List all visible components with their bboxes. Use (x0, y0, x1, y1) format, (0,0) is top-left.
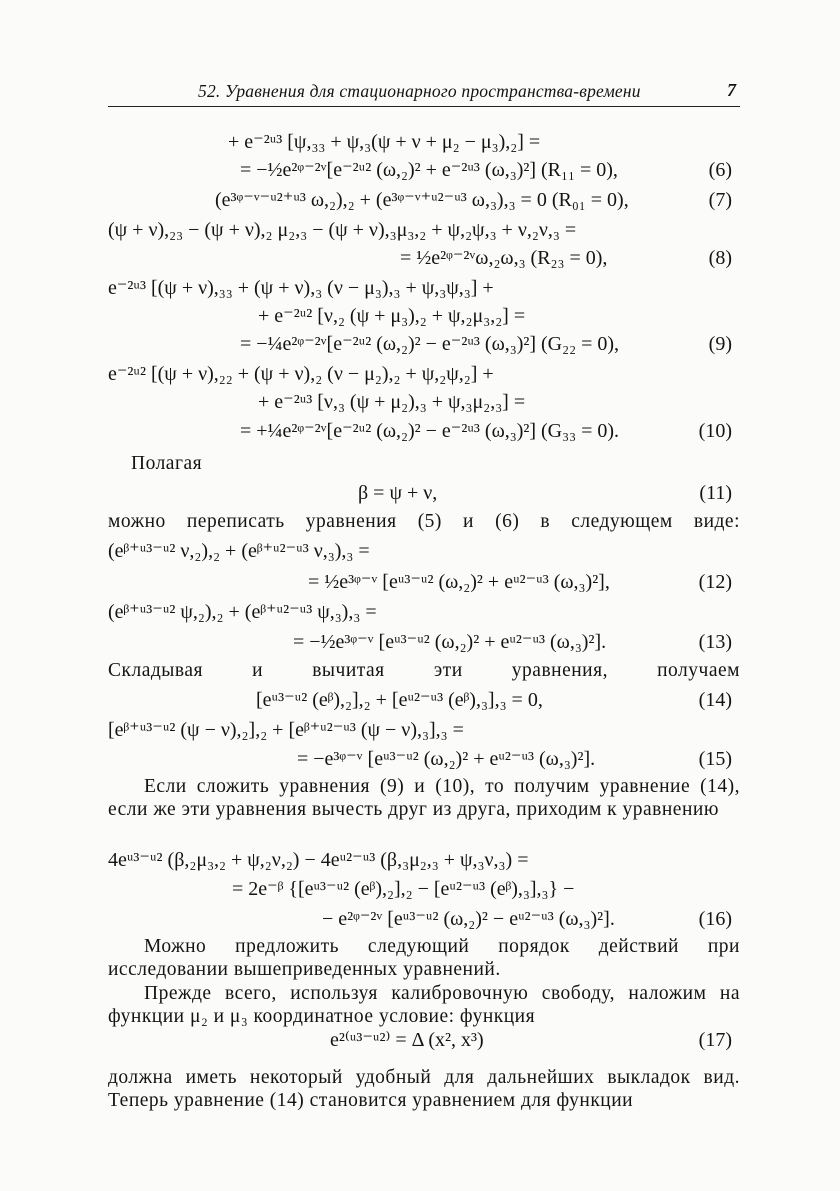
equation-number: (7) (708, 189, 732, 211)
page-number: 7 (727, 80, 736, 100)
equation-line: = −½e³ᵠ⁻ᵛ [eᵘ³⁻ᵘ² (ω,₂)² + eᵘ²⁻ᵘ³ (ω,₃)²]. (293, 631, 607, 653)
equation-line: = ½e²ᵠ⁻²ᵛω,₂ω,₃ (R₂₃ = 0), (400, 247, 608, 269)
equation-number: (6) (708, 159, 732, 181)
equation-line: + e⁻²ᵘ³ [ψ,₃₃ + ψ,₃(ψ + ν + μ₂ − μ₃),₂] = (228, 131, 541, 153)
text-rewrite: можно переписать уравнения (5) и (6) в следующем виде: (108, 511, 740, 532)
text-add-subtract: Складывая и вычитая эти уравнения, получаем (108, 660, 740, 681)
equation-line: = −¼e²ᵠ⁻²ᵛ[e⁻²ᵘ² (ω,₂)² − e⁻²ᵘ³ (ω,₃)²] (G₂₂ = 0), (240, 333, 620, 355)
equation-line: 4eᵘ³⁻ᵘ² (β,₂μ₃,₂ + ψ,₂ν,₂) − 4eᵘ²⁻ᵘ³ (β,₃μ₂,₃ + ψ,₃ν,₃) = (108, 849, 529, 871)
equation-number: (9) (708, 333, 732, 355)
equation-line: β = ψ + ν, (358, 482, 438, 504)
equation-number: (16) (698, 908, 732, 930)
equation-number: (12) (698, 571, 732, 593)
equation-number: (14) (698, 689, 732, 711)
paragraph-3: Прежде всего, используя калибровочную свободу, наложим на функции μ₂ и μ₃ координатное условие: функция (108, 983, 740, 1027)
equation-line: = −½e²ᵠ⁻²ᵛ[e⁻²ᵘ² (ω,₂)² + e⁻²ᵘ³ (ω,₃)²] (R₁₁ = 0), (240, 159, 618, 181)
equation-line: + e⁻²ᵘ² [ν,₂ (ψ + μ₃),₂ + ψ,₂μ₃,₂] = (258, 305, 526, 327)
paragraph-2: Можно предложить следующий порядок действий при исследовании вышеприведенных уравнений. (108, 936, 740, 980)
text-polagaya: Полагая (131, 453, 203, 474)
equation-line: e⁻²ᵘ² [(ψ + ν),₂₂ + (ψ + ν),₂ (ν − μ₂),₂ + ψ,₂ψ,₂] + (108, 363, 494, 385)
equation-line: [eᵝ⁺ᵘ³⁻ᵘ² (ψ − ν),₂],₂ + [eᵝ⁺ᵘ²⁻ᵘ³ (ψ − ν),₃],₃ = (108, 719, 464, 741)
equation-line: (e³ᵠ⁻ᵛ⁻ᵘ²⁺ᵘ³ ω,₂),₂ + (e³ᵠ⁻ᵛ⁺ᵘ²⁻ᵘ³ ω,₃),₃ = 0 (R₀₁ = 0), (215, 189, 629, 211)
equation-line: [eᵘ³⁻ᵘ² (eᵝ),₂],₂ + [eᵘ²⁻ᵘ³ (eᵝ),₃],₃ = 0, (256, 689, 543, 711)
equation-number: (8) (708, 247, 732, 269)
equation-number: (15) (698, 748, 732, 770)
section-title: 52. Уравнения для стационарного пространства-времени (198, 81, 641, 101)
equation-line: + e⁻²ᵘ³ [ν,₃ (ψ + μ₂),₃ + ψ,₃μ₂,₃] = (258, 391, 526, 413)
equation-line: = −e³ᵠ⁻ᵛ [eᵘ³⁻ᵘ² (ω,₂)² + eᵘ²⁻ᵘ³ (ω,₃)²]. (297, 748, 596, 770)
paragraph-1: Если сложить уравнения (9) и (10), то получим уравнение (14), если же эти уравнения вычесть друг из друга, приходим к уравнению (108, 776, 740, 820)
equation-line: = +¼e²ᵠ⁻²ᵛ[e⁻²ᵘ² (ω,₂)² − e⁻²ᵘ³ (ω,₃)²] (G₃₃ = 0). (240, 420, 620, 442)
equation-line: e²⁽ᵘ³⁻ᵘ²⁾ = Δ (x², x³) (330, 1029, 484, 1051)
running-header (108, 80, 740, 107)
equation-line: (eᵝ⁺ᵘ³⁻ᵘ² ν,₂),₂ + (eᵝ⁺ᵘ²⁻ᵘ³ ν,₃),₃ = (108, 540, 370, 562)
equation-line: (ψ + ν),₂₃ − (ψ + ν),₂ μ₂,₃ − (ψ + ν),₃μ₃,₂ + ψ,₂ψ,₃ + ν,₂ν,₃ = (108, 219, 577, 241)
equation-line: − e²ᵠ⁻²ᵛ [eᵘ³⁻ᵘ² (ω,₂)² − eᵘ²⁻ᵘ³ (ω,₃)²]. (322, 908, 615, 930)
equation-line: = 2e⁻ᵝ {[eᵘ³⁻ᵘ² (eᵝ),₂],₂ − [eᵘ²⁻ᵘ³ (eᵝ),₃],₃} − (232, 878, 575, 900)
paragraph-4: должна иметь некоторый удобный для дальнейших выкладок вид. Теперь уравнение (14) становится уравнением для функции (108, 1067, 740, 1111)
equation-line: (eᵝ⁺ᵘ³⁻ᵘ² ψ,₂),₂ + (eᵝ⁺ᵘ²⁻ᵘ³ ψ,₃),₃ = (108, 601, 377, 623)
equation-line: = ½e³ᵠ⁻ᵛ [eᵘ³⁻ᵘ² (ω,₂)² + eᵘ²⁻ᵘ³ (ω,₃)²], (308, 571, 610, 593)
equation-number: (13) (698, 631, 732, 653)
equation-number: (17) (698, 1029, 732, 1051)
equation-line: e⁻²ᵘ³ [(ψ + ν),₃₃ + (ψ + ν),₃ (ν − μ₃),₃ + ψ,₃ψ,₃] + (108, 277, 494, 299)
equation-number: (11) (699, 482, 732, 504)
equation-number: (10) (698, 420, 732, 442)
